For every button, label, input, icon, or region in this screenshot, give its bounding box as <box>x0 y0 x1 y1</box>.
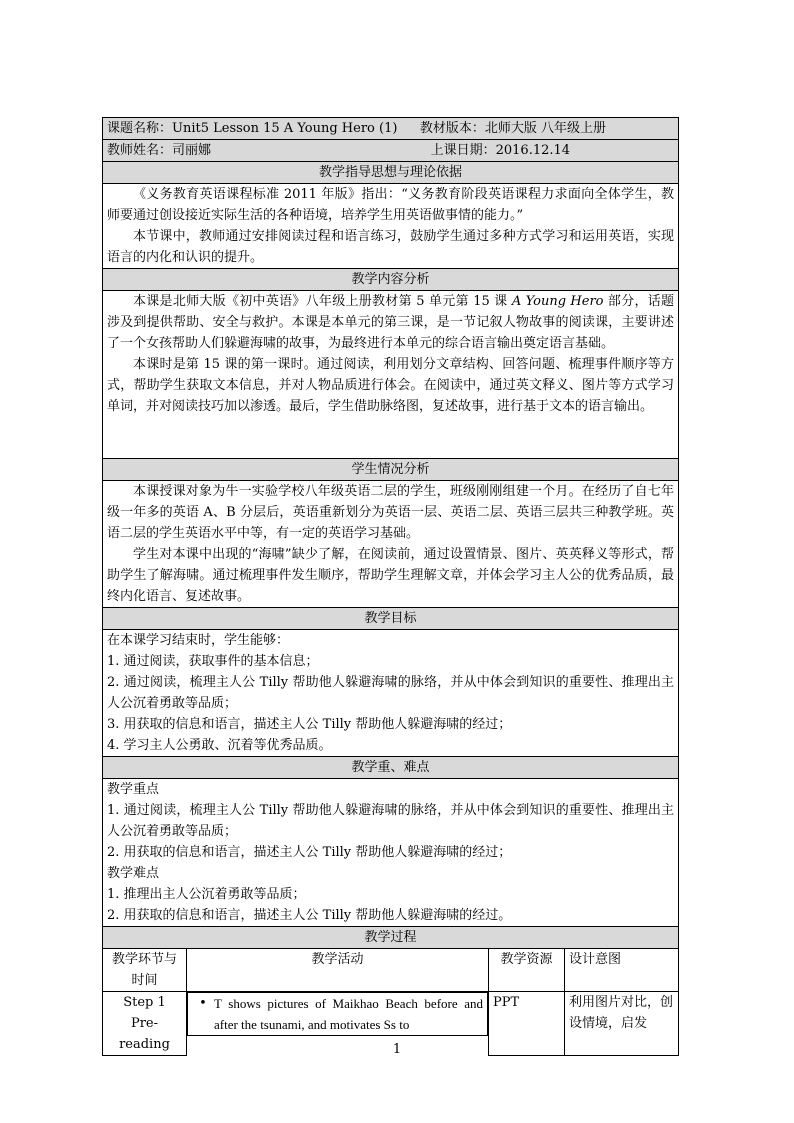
focus-item: 1. 通过阅读，梳理主人公 Tilly 帮助他人躲避海啸的脉络，并从中体会到知识的重要性、推理出主人公沉着勇敢等品质； <box>107 803 675 839</box>
guidance-content <box>103 184 679 269</box>
guidance-paragraph-1: 《义务教育英语课程标准 2011 年版》指出：“义务教育阶段英语课程力求面向全体学生，教师要通过创设接近实际生活的各种语境，培养学生用英语做事情的能力。” <box>107 187 675 223</box>
content-paragraph-1-a: 本课是北师大版《初中英语》八年级上册教材第 5 单元第 15 课 <box>133 294 512 309</box>
class-date: 上课日期：2016.12.14 <box>430 143 571 158</box>
section-heading-process: 教学过程 <box>103 927 679 949</box>
objective-item: 1. 通过阅读，获取事件的基本信息； <box>107 654 319 669</box>
section-heading-objectives: 教学目标 <box>103 608 679 630</box>
activity-cell <box>187 992 488 1036</box>
focus-title: 教学重点 <box>107 782 160 797</box>
key-points-content <box>103 779 679 927</box>
guidance-paragraph-2: 本节课中，教师通过安排阅读过程和语言练习，鼓励学生通过多种方式学习和运用英语，实现语言的内化和认识的提升。 <box>107 229 675 265</box>
resource-cell: PPT <box>489 992 565 1056</box>
section-heading-key-points: 教学重、难点 <box>103 757 679 779</box>
students-paragraph-1: 本课授课对象为牛一实验学校八年级英语二层的学生，班级刚刚组建一个月。在经历了自七年级一年多的英语 A、B 分层后，英语重新划分为英语一层、英语二层、英语三层共三种教学班。英语二层的学生英语水平中等，有一定的英语学习基础。 <box>107 484 675 541</box>
bullet-icon: • <box>199 996 207 1011</box>
section-heading-students: 学生情况分析 <box>103 459 679 481</box>
lesson-title: 课题名称：Unit5 Lesson 15 A Young Hero (1) <box>107 121 398 136</box>
student-analysis <box>103 481 679 608</box>
students-paragraph-2: 学生对本课中出现的“海啸”缺少了解，在阅读前，通过设置情景、图片、英英释义等形式，帮助学生了解海啸。通过梳理事件发生顺序，帮助学生理解文章，并体会学习主人公的优秀品质，最终内化语言、复述故事。 <box>107 547 675 604</box>
textbook-edition: 教材版本：北师大版 八年级上册 <box>419 121 607 136</box>
content-paragraph-2: 本课时是第 15 课的第一课时。通过阅读，利用划分文章结构、回答问题、梳理事件顺序等方式，帮助学生获取文本信息，并对人物品质进行体会。在阅读中，通过英文释义、图片等方式学习单词，并对阅读技巧加以渗透。最后，学生借助脉络图，复述故事，进行基于文本的语言输出。 <box>107 357 675 414</box>
page-number: 1 <box>392 1042 402 1057</box>
lesson-title-italic: A Young Hero <box>511 294 604 309</box>
section-heading-guidance: 教学指导思想与理论依据 <box>103 162 679 184</box>
content-paragraph-1 <box>107 291 674 354</box>
title-row <box>103 118 679 140</box>
step-stage: Pre-reading <box>119 1016 170 1052</box>
col-header-stage: 教学环节与时间 <box>103 949 187 992</box>
step-number: Step 1 <box>123 995 166 1010</box>
objectives-intro: 在本课学习结束时，学生能够： <box>107 633 290 648</box>
difficulty-item: 1. 推理出主人公沉着勇敢等品质； <box>107 887 306 902</box>
content-analysis <box>103 291 679 459</box>
col-header-activity: 教学活动 <box>187 949 489 992</box>
objective-item: 3. 用获取的信息和语言，描述主人公 Tilly 帮助他人躲避海啸的经过； <box>107 717 512 732</box>
objective-item: 2. 通过阅读，梳理主人公 Tilly 帮助他人躲避海啸的脉络，并从中体会到知识的重要性、推理出主人公沉着勇敢等品质； <box>107 675 675 711</box>
col-header-resource: 教学资源 <box>489 949 565 992</box>
process-header-row <box>103 949 679 992</box>
teacher-cell <box>103 140 679 162</box>
teacher-name: 教师姓名：司丽娜 <box>107 143 212 158</box>
col-header-intent: 设计意图 <box>565 949 679 992</box>
objectives-content <box>103 630 679 757</box>
title-cell <box>103 118 679 140</box>
focus-item: 2. 用获取的信息和语言，描述主人公 Tilly 帮助他人躲避海啸的经过； <box>107 845 512 860</box>
section-heading-content: 教学内容分析 <box>103 269 679 291</box>
activity-text: T shows pictures of Maikhao Beach before and after the tsunami, and motivates Ss to <box>214 996 483 1032</box>
difficulty-title: 教学难点 <box>107 866 160 881</box>
lesson-plan-table <box>102 117 679 1056</box>
objective-item: 4. 学习主人公勇敢、沉着等优秀品质。 <box>107 738 332 753</box>
intent-cell: 利用图片对比，创设情境，启发 <box>565 992 679 1056</box>
content-paragraph-1-b: 部分，话题涉及到提供帮助、安全与救护。本课是本单元的第三课，是一节记叙人物故事的阅读课，主要讲述了一个女孩帮助人们躲避海啸的故事，为最终进行本单元的综合语言输出奠定语言基础。 <box>107 294 675 351</box>
teacher-row <box>103 140 679 162</box>
difficulty-item: 2. 用获取的信息和语言，描述主人公 Tilly 帮助他人躲避海啸的经过。 <box>107 908 512 923</box>
